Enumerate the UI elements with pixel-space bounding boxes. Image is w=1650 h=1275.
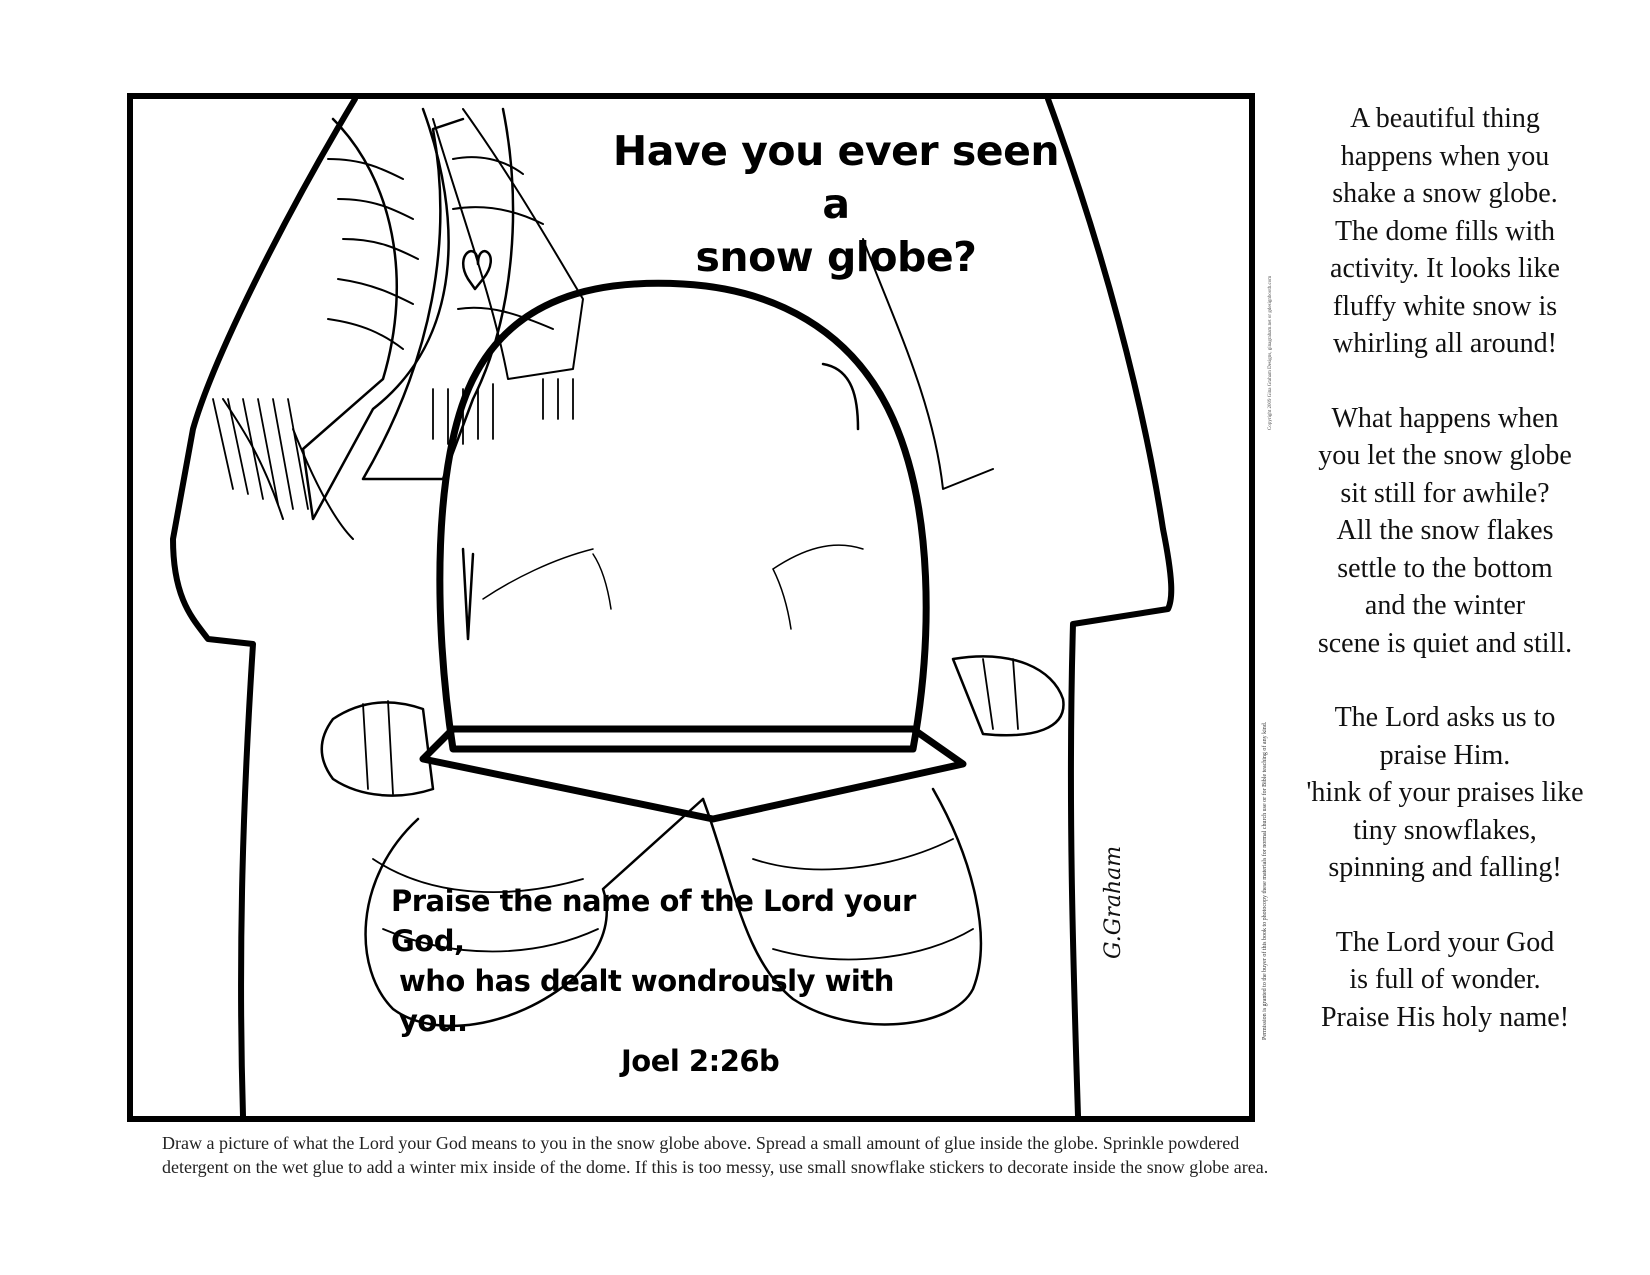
text-line: and the winter bbox=[1364, 590, 1526, 621]
text-line: scene is quiet and still. bbox=[1317, 627, 1573, 659]
activity-instructions bbox=[162, 1131, 1492, 1179]
permission-notice: Permission is granted to the buyer of this book to photocopy these materials for normal church use or for Bible teaching of any kind. bbox=[1262, 721, 1268, 1040]
text-line: praise Him. bbox=[1379, 739, 1511, 771]
text-line: is full of wonder. bbox=[1349, 964, 1541, 995]
globe-dome bbox=[440, 283, 926, 749]
devotional-text bbox=[1290, 100, 1600, 1073]
paragraph-3 bbox=[1290, 699, 1600, 887]
text-line: The Lord your God bbox=[1335, 926, 1555, 958]
text-line: whirling all around! bbox=[1333, 328, 1557, 359]
heart-icon bbox=[463, 251, 491, 289]
paragraph-2 bbox=[1290, 400, 1600, 663]
snow-globe-question bbox=[611, 125, 1061, 284]
text-line: fluffy white snow is bbox=[1332, 290, 1558, 322]
verse-line-1: Praise the name of the Lord your God, bbox=[391, 884, 916, 958]
text-line: What happens when bbox=[1331, 402, 1559, 434]
coat-outline bbox=[173, 99, 355, 1116]
paragraph-1 bbox=[1290, 100, 1600, 363]
text-line: you let the snow globe bbox=[1318, 440, 1572, 471]
text-line: happens when you bbox=[1340, 140, 1550, 172]
verse-reference: Joel 2:26b bbox=[621, 1044, 780, 1078]
text-line: activity. It looks like bbox=[1330, 253, 1560, 284]
instructions-line-2: detergent on the wet glue to add a winter mix inside of the dome. If this is too messy, use small snowflake stickers to decorate inside the snow globe area. bbox=[162, 1157, 1269, 1177]
artist-signature: G.Graham bbox=[1101, 845, 1126, 959]
copyright-notice: Copyright 2009 Gina Graham Designs, ginagraham.net or gdesignbooth.com bbox=[1268, 275, 1273, 430]
text-line: Praise His holy name! bbox=[1320, 1001, 1570, 1033]
question-line-2: snow globe? bbox=[695, 233, 977, 281]
text-line: 'hink of your praises like bbox=[1306, 777, 1584, 808]
instructions-line-1: Draw a picture of what the Lord your God means to you in the snow globe above. Spread a small amount of glue inside the globe. Sprinkle powdered bbox=[162, 1133, 1240, 1153]
text-line: shake a snow globe. bbox=[1332, 178, 1558, 209]
paragraph-4 bbox=[1290, 924, 1600, 1037]
text-line: A beautiful thing bbox=[1350, 103, 1540, 134]
bible-verse bbox=[391, 881, 951, 1081]
text-line: The Lord asks us to bbox=[1334, 702, 1556, 733]
text-line: spinning and falling! bbox=[1328, 852, 1562, 883]
text-line: The dome fills with bbox=[1334, 215, 1556, 247]
text-line: tiny snowflakes, bbox=[1353, 814, 1537, 846]
coloring-illustration bbox=[127, 93, 1255, 1122]
globe-base bbox=[423, 729, 963, 819]
text-line: All the snow flakes bbox=[1336, 515, 1554, 546]
text-line: settle to the bottom bbox=[1337, 552, 1553, 584]
text-line: sit still for awhile? bbox=[1340, 477, 1550, 509]
verse-line-2: who has dealt wondrously with you. bbox=[399, 964, 894, 1038]
coat-outline-right bbox=[1048, 99, 1171, 1116]
question-line-1: Have you ever seen a bbox=[612, 127, 1060, 228]
